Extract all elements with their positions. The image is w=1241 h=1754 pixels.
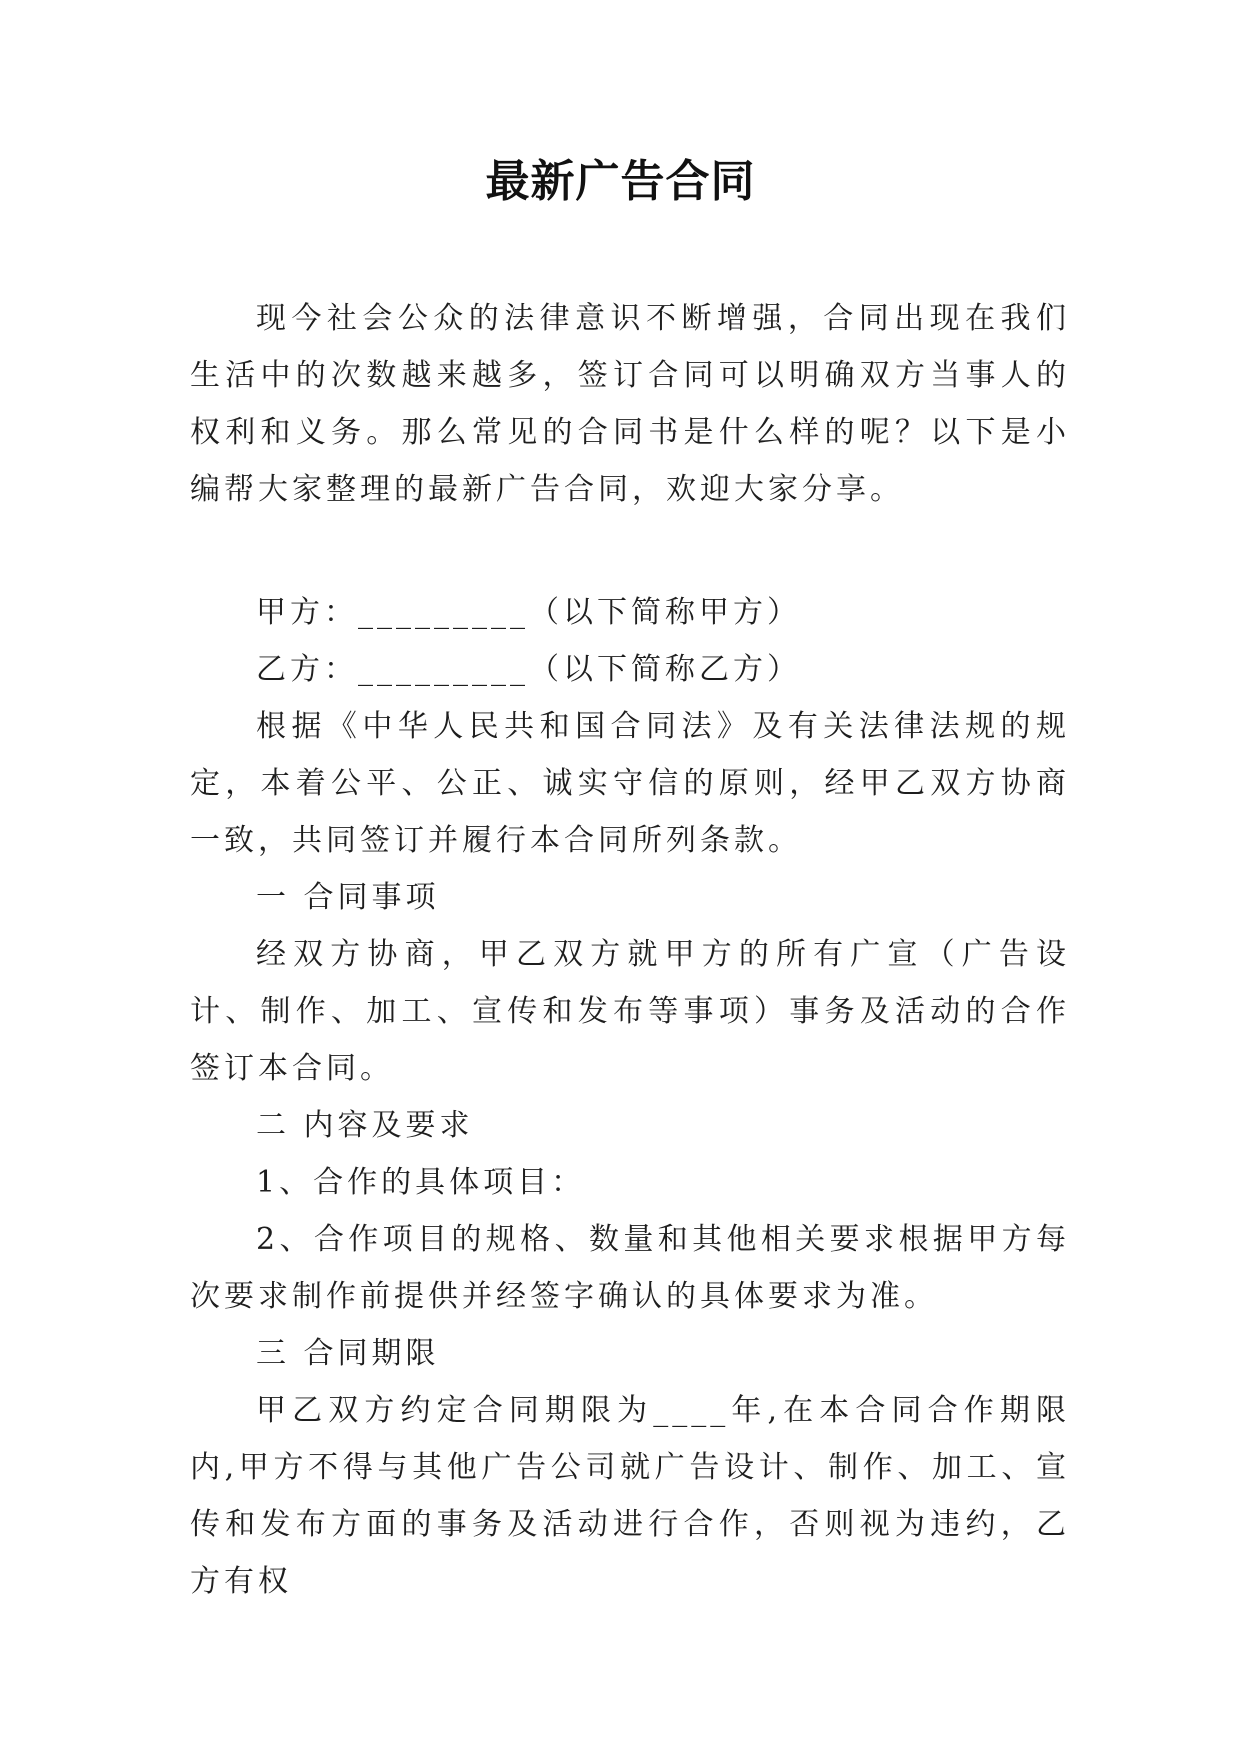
section-item-1: 1、合作的具体项目：	[256, 1165, 586, 1200]
paragraph-gap	[190, 518, 1070, 584]
intro-paragraph: 现今社会公众的法律意识不断增强，合同出现在我们生活中的次数越来越多，签订合同可以明确双方当事人的权利和义务。那么常见的合同书是什么样的呢？以下是小编帮大家整理的最新广告合同，欢迎大家分享。	[190, 301, 1070, 507]
section-text-3: 甲乙双方约定合同期限为____年,在本合同合作期限内,甲方不得与其他广告公司就广告设计、制作、加工、宣传和发布方面的事务及活动进行合作，否则视为违约，乙方有权	[190, 1393, 1070, 1599]
document-body	[190, 290, 1070, 1610]
document-title: 最新广告合同	[485, 156, 756, 207]
section-text-1: 经双方协商，甲乙双方就甲方的所有广宣（广告设计、制作、加工、宣传和发布等事项）事务及活动的合作签订本合同。	[190, 937, 1070, 1086]
section-heading-3: 三 合同期限	[256, 1336, 440, 1371]
party-a-line: 甲方：_________（以下简称甲方）	[256, 595, 801, 630]
party-b-line: 乙方：_________（以下简称乙方）	[256, 652, 801, 687]
preamble-paragraph: 根据《中华人民共和国合同法》及有关法律法规的规定，本着公平、公正、诚实守信的原则，经甲乙双方协商一致，共同签订并履行本合同所列条款。	[190, 709, 1070, 858]
section-item-2: 2、合作项目的规格、数量和其他相关要求根据甲方每次要求制作前提供并经签字确认的具体要求为准。	[190, 1222, 1070, 1314]
section-heading-1: 一 合同事项	[256, 880, 440, 915]
section-heading-2: 二 内容及要求	[256, 1108, 474, 1143]
